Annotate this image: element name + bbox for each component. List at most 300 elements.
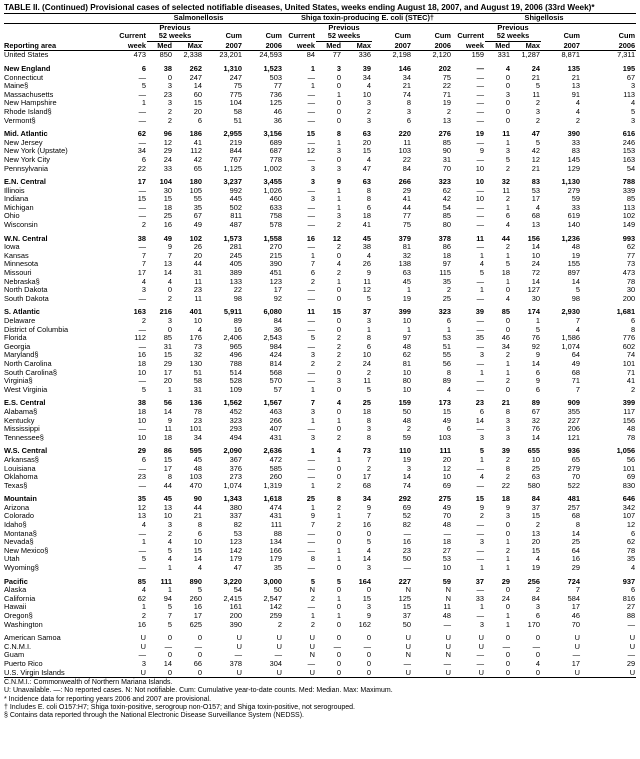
value-cell: 1 (336, 203, 342, 212)
value-cell: U (114, 669, 147, 678)
value-cell: 34 (501, 342, 511, 351)
value-cell: 123 (269, 277, 283, 286)
value-cell: 47 (362, 164, 372, 173)
value-cell: 29 (402, 186, 412, 195)
value-cell: 5 (336, 577, 342, 586)
value-cell: 113 (623, 90, 636, 99)
value-cell: 16 (402, 538, 412, 547)
value-cell: 145 (567, 155, 581, 164)
value-cell: 68 (571, 512, 581, 521)
value-cell: 101 (622, 464, 636, 473)
value-cell: 2 (336, 351, 342, 360)
value-cell: 1 (505, 368, 511, 377)
value-cell: 0 (316, 669, 342, 678)
value-cell: 0 (505, 325, 511, 334)
value-cell: 125 (269, 99, 283, 108)
value-cell: 13 (163, 503, 172, 512)
value-cell: 3 (505, 90, 511, 99)
value-cell: 3 (479, 433, 485, 442)
value-cell: 25 (442, 294, 452, 303)
value-cell: — (476, 203, 485, 212)
value-cell: — (403, 564, 412, 573)
value-cell: 424 (269, 351, 283, 360)
value-cell: — (476, 73, 485, 82)
value-cell: 7 (310, 260, 316, 269)
value-cell: 37 (475, 577, 485, 586)
value-cell: 85 (137, 577, 146, 586)
value-cell: 111 (270, 521, 283, 530)
value-cell: 59 (442, 577, 452, 586)
value-cell: 72 (531, 269, 541, 278)
header-spacer (452, 23, 485, 32)
reporting-area-cell: Maryland§ (4, 351, 39, 360)
value-cell: 18 (442, 251, 452, 260)
value-cell: 0 (167, 634, 172, 643)
value-cell: 142 (229, 546, 242, 555)
reporting-area-cell: American Samoa (4, 634, 61, 643)
value-cell: 11 (532, 90, 541, 99)
value-cell: 687 (269, 147, 283, 156)
value-cell: 0 (197, 651, 202, 660)
value-cell: U (140, 642, 146, 651)
footnote-line: § Contains data reported through the National Electronic Disease Surveillance System (NEDSS). (4, 711, 304, 719)
value-cell: 32 (501, 178, 511, 187)
value-cell: 9 (535, 351, 541, 360)
reporting-area-cell: New Mexico§ (4, 546, 49, 555)
footnotes (4, 679, 636, 720)
table-row (4, 147, 636, 156)
value-cell: U (581, 669, 636, 678)
table-row (4, 278, 636, 287)
value-cell: 30 (163, 186, 172, 195)
disease-table (4, 13, 636, 678)
value-cell: 844 (229, 147, 242, 156)
value-cell: 431 (269, 512, 283, 521)
value-cell: 26 (362, 260, 372, 269)
header-week: week (114, 41, 147, 51)
table-row (4, 377, 636, 386)
value-cell: 3 (505, 147, 511, 156)
value-cell: 17 (362, 473, 372, 482)
value-cell: — (403, 659, 412, 668)
table-row (4, 204, 636, 213)
value-cell: 1,056 (616, 447, 636, 456)
value-cell: 59 (571, 195, 581, 204)
value-cell: U (276, 634, 283, 643)
value-cell: U (478, 642, 485, 651)
value-cell: 473 (622, 269, 636, 278)
header-week: week (283, 41, 316, 51)
value-cell: 10 (531, 251, 541, 260)
value-cell: — (138, 90, 146, 99)
reporting-area-cell: S. Atlantic (4, 308, 40, 317)
value-cell: 69 (442, 481, 452, 490)
value-cell: 788 (229, 359, 242, 368)
value-cell: N (405, 586, 412, 595)
header-med: Med (147, 41, 173, 51)
table-row (4, 408, 636, 417)
value-cell: 3 (535, 107, 541, 116)
value-cell: 48 (442, 521, 452, 530)
value-cell: 5 (141, 385, 146, 394)
value-cell: — (307, 546, 316, 555)
value-cell: 5 (310, 577, 316, 586)
table-row (4, 386, 636, 395)
value-cell: 34 (193, 433, 202, 442)
table-row (4, 530, 636, 539)
value-cell: 8 (310, 555, 316, 564)
value-cell: 18 (442, 538, 452, 547)
value-cell: 31 (193, 269, 202, 278)
value-cell: 276 (438, 130, 452, 139)
value-cell: 0 (366, 634, 372, 643)
value-cell: 4 (197, 325, 202, 334)
header-spacer (372, 23, 412, 32)
value-cell: 29 (571, 564, 581, 573)
value-cell: 123 (229, 538, 242, 547)
value-cell: 134 (269, 538, 283, 547)
value-cell: 0 (505, 651, 511, 660)
value-cell: 135 (567, 64, 581, 73)
value-cell: 5 (479, 447, 485, 456)
value-cell: — (307, 342, 316, 351)
value-cell: 18 (137, 407, 146, 416)
value-cell: 431 (269, 433, 283, 442)
value-cell: 14 (163, 407, 172, 416)
value-cell: 19 (402, 294, 412, 303)
value-cell: 1 (366, 325, 372, 334)
value-cell: 63 (531, 473, 541, 482)
value-cell: 85 (501, 308, 511, 317)
value-cell: 14 (571, 277, 581, 286)
table-row (4, 555, 636, 564)
value-cell: 50 (402, 555, 412, 564)
value-cell: 1,573 (223, 234, 242, 243)
value-cell: 2 (505, 195, 511, 204)
value-cell: 9 (535, 377, 541, 386)
value-cell: 71 (442, 90, 452, 99)
reporting-area-cell: Texas§ (4, 481, 28, 490)
table-row (4, 669, 636, 678)
value-cell: 102 (622, 212, 636, 221)
table-row (4, 108, 636, 117)
value-cell: 1 (479, 603, 485, 612)
value-cell: — (476, 99, 485, 108)
value-cell: 379 (398, 234, 412, 243)
header-cum: Cum (618, 32, 636, 41)
value-cell: 256 (527, 577, 541, 586)
value-cell: — (307, 155, 316, 164)
value-cell: 18 (137, 359, 146, 368)
value-cell: 6 (197, 529, 202, 538)
value-cell: 273 (229, 473, 242, 482)
footnote-line: U: Unavailable. —: No reported cases. N: Not notifiable. Cum: Cumulative year-to-date counts. Med: Median. Max: Maximum. (4, 687, 393, 695)
value-cell: 399 (622, 399, 636, 408)
value-cell: — (138, 294, 146, 303)
value-cell: 2 (336, 359, 342, 368)
value-cell: 102 (189, 234, 202, 243)
value-cell: 1 (505, 612, 511, 620)
value-cell: 850 (159, 50, 172, 60)
value-cell: 4 (336, 399, 342, 408)
value-cell: 7,311 (617, 50, 636, 60)
value-cell: 0 (167, 286, 172, 295)
value-cell: 367 (229, 455, 242, 464)
value-cell: U (629, 634, 636, 643)
value-cell: — (307, 73, 316, 82)
value-cell: 3 (310, 351, 316, 360)
header-cum: Cum (434, 32, 452, 41)
value-cell: 7 (366, 512, 372, 521)
value-cell: 64 (571, 546, 581, 555)
value-cell: 13 (531, 529, 541, 538)
value-cell: 633 (269, 203, 283, 212)
value-cell: 14 (531, 277, 541, 286)
value-cell: — (138, 138, 146, 147)
header-previous: Previous (328, 23, 360, 32)
value-cell: — (476, 546, 485, 555)
value-cell: 5 (366, 385, 372, 394)
value-cell: U (445, 642, 452, 651)
value-cell: — (476, 325, 485, 334)
value-cell: 14 (163, 659, 172, 668)
value-cell: 5 (505, 260, 511, 269)
reporting-area-cell: North Carolina (4, 359, 52, 368)
value-cell: 20 (193, 251, 202, 260)
value-cell: 15 (442, 407, 452, 416)
table-row (4, 369, 636, 378)
value-cell: 1 (505, 538, 511, 547)
value-cell: 3 (366, 99, 372, 108)
value-cell: 75 (442, 73, 452, 82)
value-cell: 337 (229, 512, 242, 521)
value-cell: 77 (626, 251, 636, 260)
value-cell: 0 (505, 521, 511, 530)
value-cell: 63 (362, 130, 372, 139)
value-cell: 3 (505, 425, 511, 434)
value-cell: 53 (233, 529, 242, 538)
region-row (4, 235, 636, 244)
value-cell: 0 (505, 107, 511, 116)
value-cell: 2 (336, 334, 342, 343)
value-cell: — (307, 464, 316, 473)
value-cell: 378 (229, 659, 242, 668)
value-cell: 19 (442, 99, 452, 108)
table-row (4, 651, 636, 660)
value-cell: 1 (310, 82, 316, 91)
value-cell: — (476, 377, 485, 386)
table-row (4, 547, 636, 556)
value-cell: 3 (505, 416, 511, 425)
value-cell: 55 (442, 351, 452, 360)
value-cell: 4 (575, 107, 581, 116)
value-cell: 1 (310, 385, 316, 394)
value-cell: 463 (269, 407, 283, 416)
value-cell: 811 (230, 212, 242, 221)
value-cell: 19 (475, 130, 485, 139)
value-cell: 292 (398, 495, 412, 504)
value-cell: 399 (398, 308, 412, 317)
value-cell: 993 (622, 234, 636, 243)
value-cell: 0 (336, 73, 342, 82)
value-cell: 2,090 (223, 447, 242, 456)
value-cell: 776 (622, 334, 636, 343)
value-cell: 179 (269, 555, 283, 564)
value-cell: 55 (193, 195, 202, 204)
reporting-area-cell: Nebraska§ (4, 277, 40, 286)
header-spacer (283, 23, 316, 32)
value-cell: 0 (336, 99, 342, 108)
reporting-area-cell: Kentucky (4, 416, 35, 425)
value-cell: — (307, 473, 316, 482)
value-cell: — (138, 564, 146, 573)
value-cell: 3 (310, 164, 316, 173)
value-cell: 12 (137, 503, 146, 512)
value-cell: 494 (229, 433, 242, 442)
value-cell: N (445, 594, 452, 603)
value-cell: 1 (505, 555, 511, 564)
value-cell: 10 (402, 317, 412, 325)
value-cell: 4 (479, 260, 485, 269)
reporting-area-cell: New Hampshire (4, 99, 57, 108)
value-cell: 496 (229, 351, 242, 360)
value-cell: 133 (229, 277, 242, 286)
value-cell: 50 (402, 620, 412, 629)
value-cell: 0 (505, 116, 511, 125)
value-cell: 2 (446, 286, 452, 295)
value-cell: 17 (193, 612, 202, 620)
value-cell: 58 (233, 107, 242, 116)
value-cell: 89 (442, 377, 452, 386)
value-cell: 17 (137, 178, 146, 187)
value-cell: — (476, 359, 485, 368)
value-cell: U (309, 642, 316, 651)
value-cell: 10 (402, 368, 412, 377)
value-cell: 0 (505, 603, 511, 612)
value-cell: U (203, 669, 243, 678)
value-cell: 58 (193, 377, 202, 386)
reporting-area-cell: Hawaii (4, 603, 27, 612)
header-max: Max (342, 41, 372, 51)
reporting-area-cell: Washington (4, 620, 43, 629)
value-cell: 3 (310, 178, 316, 187)
value-cell: U (412, 669, 452, 678)
value-cell: — (307, 564, 316, 573)
value-cell: 8,871 (561, 50, 581, 60)
value-cell: 35 (137, 495, 146, 504)
value-cell: 44 (163, 481, 172, 490)
value-cell: 2 (446, 107, 452, 116)
value-cell: 1 (406, 325, 412, 334)
value-cell: 1,319 (263, 481, 283, 490)
value-cell: 7 (167, 251, 172, 260)
value-cell: 127 (527, 286, 541, 295)
value-cell: 136 (189, 399, 202, 408)
value-cell: 86 (442, 243, 452, 252)
value-cell: 936 (567, 447, 581, 456)
value-cell: 0 (336, 620, 342, 629)
value-cell: 33 (571, 138, 581, 147)
region-row (4, 447, 636, 456)
value-cell: 6 (630, 317, 636, 325)
value-cell: 111 (439, 447, 452, 456)
value-cell: 336 (358, 50, 372, 60)
value-cell: 12 (362, 286, 372, 295)
value-cell: 49 (193, 221, 202, 230)
value-cell: 14 (531, 433, 541, 442)
value-cell: 85 (163, 334, 172, 343)
value-cell: 20 (362, 138, 372, 147)
table-row (4, 326, 636, 335)
value-cell: 2,636 (263, 447, 283, 456)
reporting-area-cell: Guam (4, 651, 25, 660)
value-cell: 992 (229, 186, 242, 195)
value-cell: 0 (336, 251, 342, 260)
value-cell: 2,338 (183, 50, 202, 60)
value-cell: U (445, 634, 452, 643)
value-cell: — (274, 651, 283, 660)
value-cell: 24 (531, 260, 541, 269)
value-cell: 73 (626, 260, 636, 269)
reporting-area-cell: Alabama§ (4, 407, 38, 416)
value-cell: 3 (141, 286, 146, 295)
value-cell: 2 (310, 620, 316, 629)
value-cell: 2,547 (263, 594, 283, 603)
value-cell: 22 (233, 286, 242, 295)
value-cell: 8 (366, 334, 372, 343)
value-cell: 84 (402, 164, 412, 173)
value-cell: 77 (273, 82, 283, 91)
value-cell: 14 (531, 359, 541, 368)
reporting-area-cell: Kansas (4, 251, 29, 260)
value-cell: 46 (571, 612, 581, 620)
value-cell: 97 (402, 334, 412, 343)
value-cell: 2 (505, 164, 511, 173)
value-cell: 0 (336, 155, 342, 164)
value-cell: 74 (402, 481, 412, 490)
region-row (4, 130, 636, 139)
value-cell: — (138, 73, 146, 82)
value-cell: 0 (167, 651, 172, 660)
value-cell: 35 (626, 555, 636, 564)
value-cell: 17 (137, 269, 146, 278)
value-cell: 4 (167, 538, 172, 547)
value-cell: 130 (189, 359, 202, 368)
value-cell: 45 (402, 277, 412, 286)
value-cell: 41 (193, 138, 202, 147)
value-cell: 46 (501, 334, 511, 343)
table-row (4, 456, 636, 465)
value-cell: U (478, 634, 485, 643)
reporting-area-cell: Florida (4, 334, 27, 343)
header-2007: 2007 (372, 41, 412, 51)
table-row (4, 660, 636, 669)
value-cell: 10 (193, 538, 202, 547)
value-cell: 1 (336, 512, 342, 521)
value-cell: U (309, 634, 316, 643)
value-cell: 22 (402, 155, 412, 164)
value-cell: 15 (193, 99, 202, 108)
value-cell: 3 (630, 82, 636, 91)
value-cell: 401 (189, 308, 202, 317)
value-cell: — (443, 659, 452, 668)
value-cell: 0 (336, 538, 342, 547)
value-cell: 2 (141, 612, 146, 620)
value-cell: 59 (402, 433, 412, 442)
value-cell: 0 (535, 634, 541, 643)
value-cell: 65 (571, 455, 581, 464)
value-cell: 44 (402, 203, 412, 212)
